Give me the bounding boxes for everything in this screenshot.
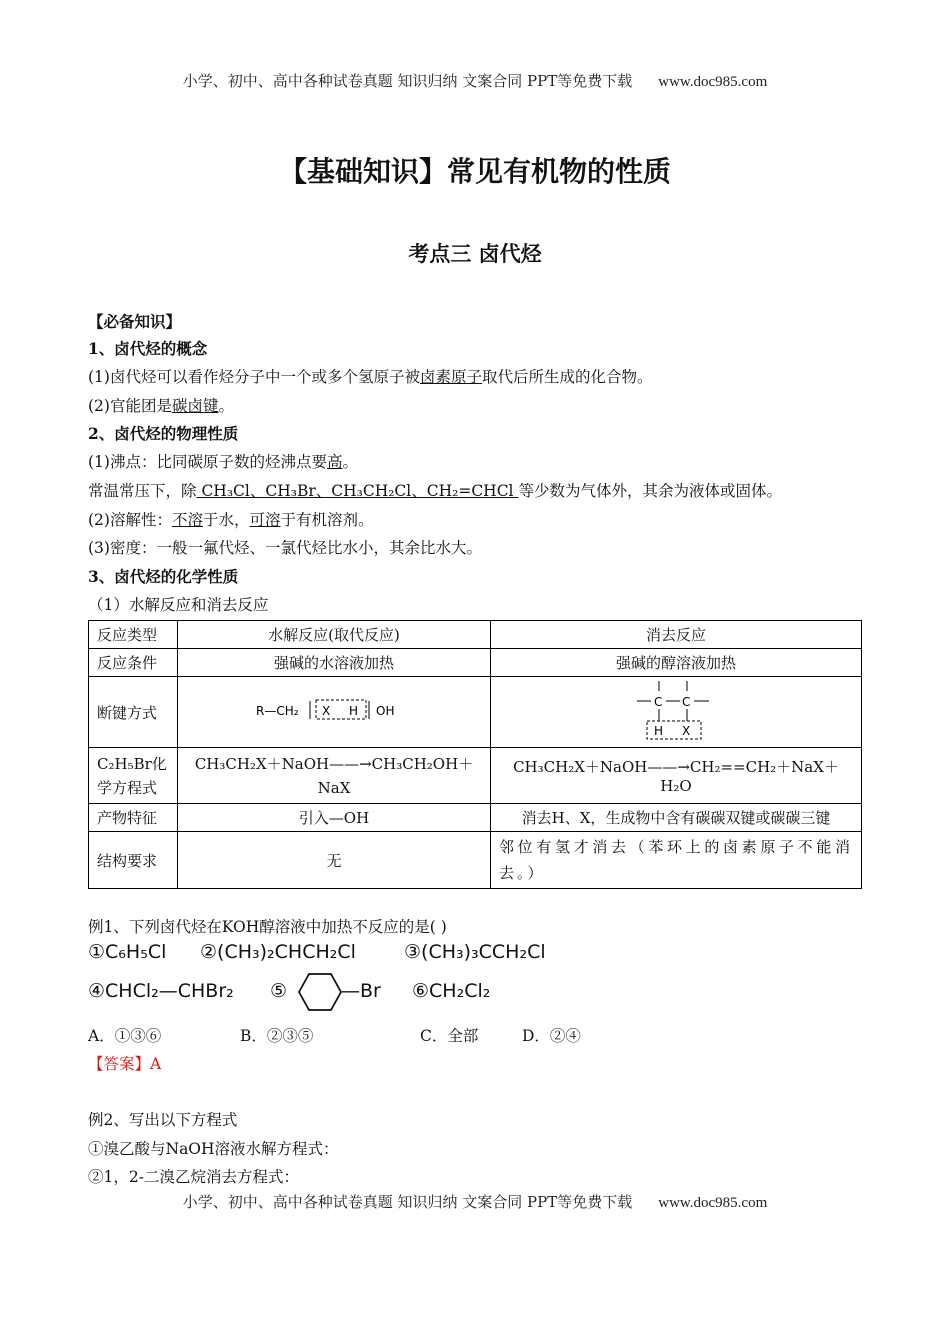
s1-heading: 1、卤代烃的概念 xyxy=(88,339,208,358)
table-row xyxy=(89,621,862,649)
page-header xyxy=(0,70,950,91)
table-cell: 结构要求 xyxy=(89,832,178,889)
table-cell: 反应类型 xyxy=(89,621,178,649)
elimination-bond-diagram xyxy=(631,679,721,741)
bond-cleavage-elimination xyxy=(491,677,862,748)
required-knowledge-heading: 【必备知识】 xyxy=(88,312,182,331)
ex2-item1: ①溴乙酸与NaOH溶液水解方程式： xyxy=(88,1140,339,1158)
section-title: 考点三 卤代烃 xyxy=(408,241,542,266)
formula-5-bromo: —Br xyxy=(341,980,381,1002)
text: (1)卤代烃可以看作烃分子中一个或多个氢原子被 xyxy=(88,368,420,386)
formula-3: ③(CH₃)₃CCH₂Cl xyxy=(404,941,546,963)
table-cell: 强碱的醇溶液加热 xyxy=(491,649,862,677)
table-cell: 无 xyxy=(178,832,491,889)
h-label: H xyxy=(349,704,359,718)
formula-1: ①C₆H₅Cl xyxy=(88,941,167,963)
page-title: 【基础知识】常见有机物的性质 xyxy=(278,155,671,188)
option-d: D．②④ xyxy=(522,1027,581,1045)
ex1-question: 例1、下列卤代烃在KOH醇溶液中加热不反应的是( ) xyxy=(88,918,447,936)
underline-text: 可溶 xyxy=(249,511,281,529)
footer-text: 小学、初中、高中各种试卷真题 知识归纳 文案合同 PPT等免费下载 xyxy=(182,1193,633,1211)
h-label: H xyxy=(654,724,664,738)
rch2-label: R—CH₂ xyxy=(256,704,299,718)
answer xyxy=(88,1052,161,1074)
table-cell: 邻位有氢才消去（苯环上的卤素原子不能消去。） xyxy=(491,832,862,889)
s2-heading: 2、卤代烃的物理性质 xyxy=(88,424,239,443)
table-cell: 断键方式 xyxy=(89,677,178,748)
cyclohexane-ring-icon xyxy=(298,972,342,1012)
text: 于有机溶剂。 xyxy=(280,511,374,529)
table-cell: 水解反应(取代反应) xyxy=(178,621,491,649)
table-cell xyxy=(178,748,491,804)
header-text: 小学、初中、高中各种试卷真题 知识归纳 文案合同 PPT等免费下载 xyxy=(182,72,633,90)
option-c: C．全部 xyxy=(420,1027,479,1045)
table-cell: 强碱的水溶液加热 xyxy=(178,649,491,677)
hydrolysis-bond-diagram xyxy=(254,695,414,725)
s1-line1 xyxy=(88,365,653,387)
header-url[interactable]: www.doc985.com xyxy=(658,74,768,90)
text: 常温常压下，除 xyxy=(88,482,197,500)
answer-label: 【答案】 xyxy=(88,1055,151,1073)
text: (2)溶解性： xyxy=(88,511,172,529)
bond-cleavage-hydrolysis xyxy=(178,677,491,748)
s2-line1 xyxy=(88,450,358,472)
formula-2: ②(CH₃)₂CHCH₂Cl xyxy=(200,941,356,963)
underline-text: 高 xyxy=(326,453,343,471)
answer-value: A xyxy=(150,1055,162,1073)
table-cell: 消去H、X，生成物中含有碳碳双键或碳碳三键 xyxy=(491,804,862,832)
underline-text: CH₃Cl、CH₃Br、CH₃CH₂Cl、CH₂=CHCl xyxy=(196,482,519,500)
s2-line3 xyxy=(88,508,374,530)
text: 于水， xyxy=(202,511,250,529)
s3-sub1: （1）水解反应和消去反应 xyxy=(88,596,269,614)
text: 等少数为气体外，其余为液体或固体。 xyxy=(518,482,782,500)
option-a: A．①③⑥ xyxy=(88,1027,162,1045)
footer-url[interactable]: www.doc985.com xyxy=(658,1195,768,1211)
x-label: X xyxy=(682,724,691,738)
oh-label: OH xyxy=(376,704,395,718)
table-cell: 消去反应 xyxy=(491,621,862,649)
underline-text: 不溶 xyxy=(171,511,203,529)
text: (1)沸点：比同碳原子数的烃沸点要 xyxy=(88,453,327,471)
table-row xyxy=(89,649,862,677)
ex2-item2: ②1，2-二溴乙烷消去方程式： xyxy=(88,1168,299,1186)
table-cell: 产物特征 xyxy=(89,804,178,832)
text: 取代后所生成的化合物。 xyxy=(481,368,653,386)
equation-line: CH₃CH₂X＋NaOH——→CH₃CH₂OH＋ xyxy=(194,754,474,773)
reaction-table xyxy=(88,620,862,889)
table-cell: C₂H₅Br化学方程式 xyxy=(89,748,178,804)
table-row xyxy=(89,832,862,889)
text: 。 xyxy=(342,453,358,471)
formula-5-number: ⑤ xyxy=(270,980,288,1002)
table-cell: CH₃CH₂X＋NaOH——→CH₂==CH₂＋NaX＋H₂O xyxy=(491,748,862,804)
x-label: X xyxy=(322,704,331,718)
s1-line2 xyxy=(88,394,234,416)
c2-label: C xyxy=(682,695,691,709)
c1-label: C xyxy=(654,695,663,709)
formula-4: ④CHCl₂—CHBr₂ xyxy=(88,980,234,1002)
s2-line4: (3)密度：一般一氟代烃、一氯代烃比水小，其余比水大。 xyxy=(88,539,482,557)
s3-heading: 3、卤代烃的化学性质 xyxy=(88,567,239,586)
table-row xyxy=(89,804,862,832)
text: (2)官能团是 xyxy=(88,397,172,415)
underline-text: 卤素原子 xyxy=(419,368,482,386)
option-b: B．②③⑤ xyxy=(240,1027,314,1045)
text: 。 xyxy=(218,397,234,415)
table-row xyxy=(89,748,862,804)
table-cell: 引入—OH xyxy=(178,804,491,832)
table-row xyxy=(89,677,862,748)
s2-line2 xyxy=(88,479,782,501)
table-cell: 反应条件 xyxy=(89,649,178,677)
underline-text: 碳卤键 xyxy=(171,397,219,415)
formula-6: ⑥CH₂Cl₂ xyxy=(412,980,491,1002)
ex2-question: 例2、写出以下方程式 xyxy=(88,1111,238,1129)
equation-line: NaX xyxy=(317,778,351,797)
page-footer xyxy=(0,1191,950,1212)
